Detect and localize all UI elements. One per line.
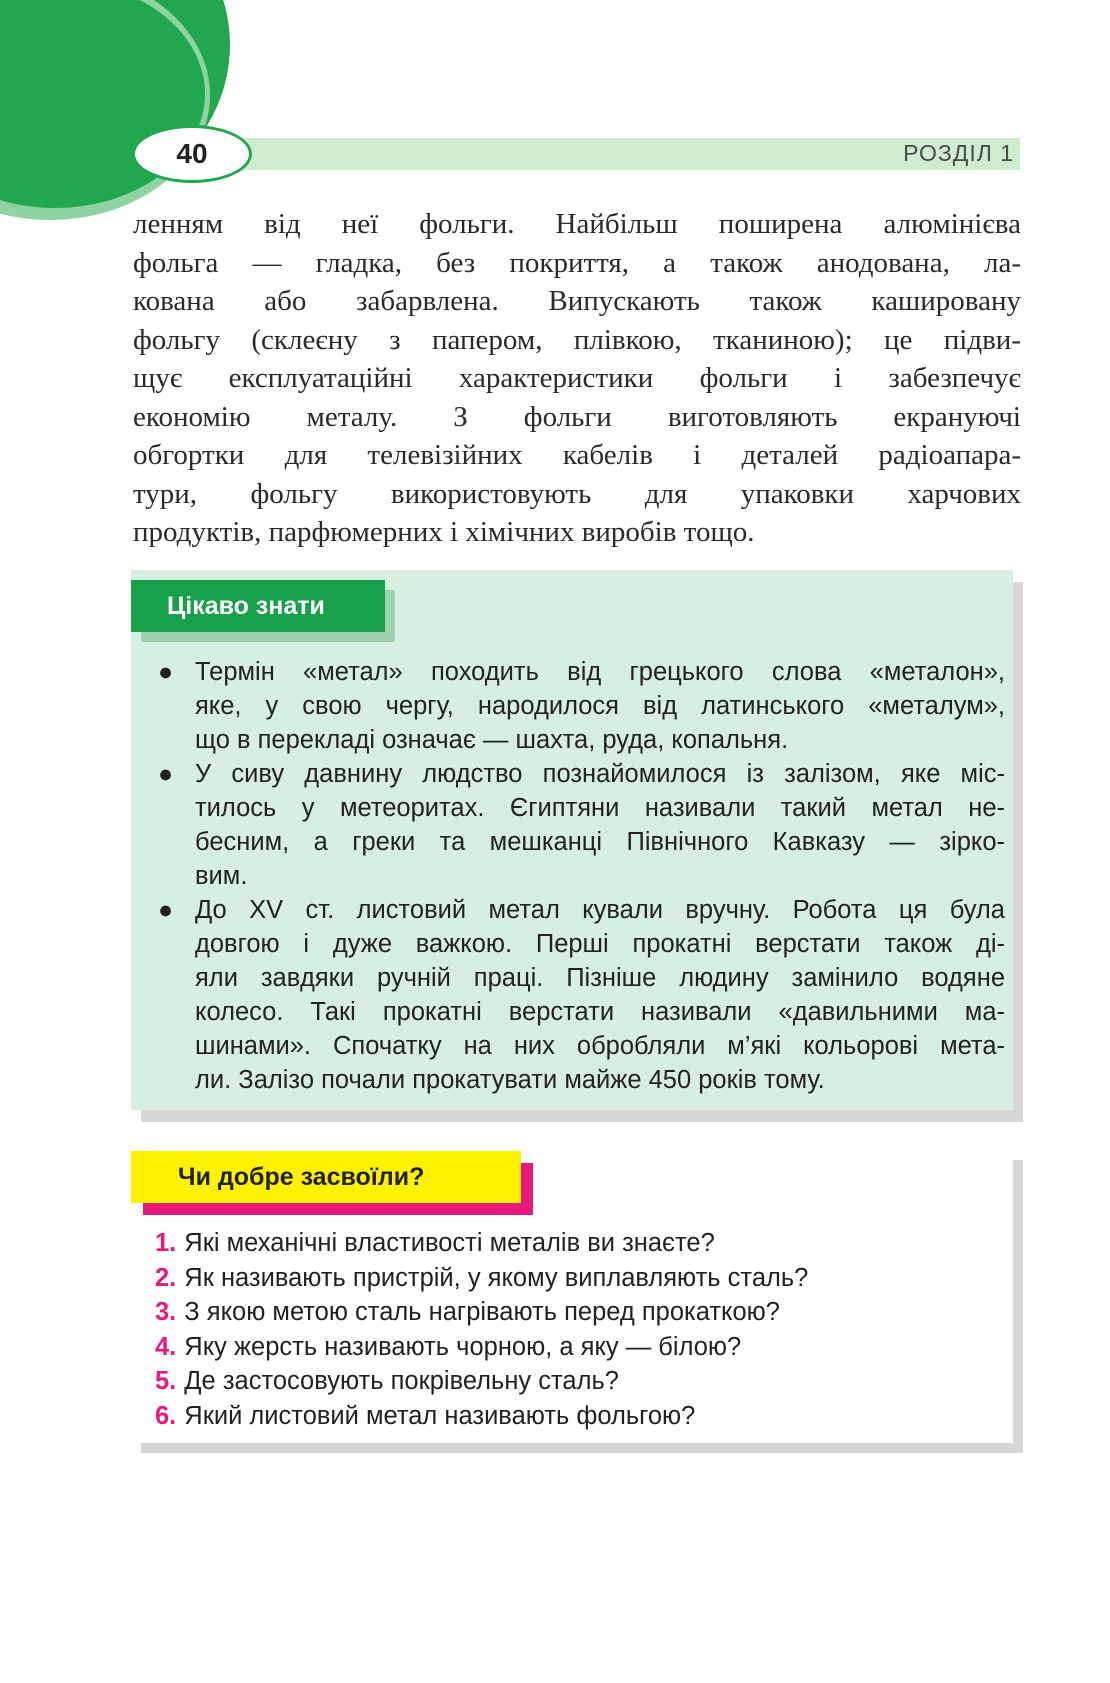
quiz-question bbox=[155, 1226, 808, 1261]
question-number: 3. bbox=[155, 1298, 177, 1326]
body-line: ленням від неї фольги. Найбільш поширена алюмінієва bbox=[133, 208, 1021, 240]
bullet-icon: ● bbox=[158, 896, 174, 924]
body-line: економію металу. З фольги виготовляють екрануючі bbox=[133, 400, 1021, 433]
info-item bbox=[150, 893, 1005, 1097]
quiz-title: Чи добре засвоїли? bbox=[131, 1151, 521, 1203]
info-line: У сиву давнину людство познайомилося із залізом, яке міс- bbox=[195, 760, 1005, 788]
body-line: продуктів, парфюмерних і хімічних виробів тощо. bbox=[133, 516, 755, 548]
info-box-title: Цікаво знати bbox=[131, 580, 385, 632]
question-text: Яку жерсть називають чорною, а яку — білою? bbox=[184, 1332, 742, 1361]
question-number: 1. bbox=[155, 1229, 177, 1257]
header-bar bbox=[180, 138, 1020, 170]
question-number: 2. bbox=[155, 1263, 177, 1292]
question-text: З якою метою сталь нагрівають перед прокаткою? bbox=[184, 1298, 780, 1326]
question-text: Які механічні властивості металів ви знаєте? bbox=[184, 1229, 715, 1257]
question-number: 4. bbox=[155, 1332, 177, 1361]
quiz-question bbox=[155, 1295, 808, 1330]
body-line: фольгу (склеєну з папером, плівкою, тканиною); це підви- bbox=[133, 323, 1021, 356]
info-list bbox=[150, 655, 1005, 1097]
body-line: тури, фольгу використовують для упаковки харчових bbox=[133, 477, 1021, 510]
info-item bbox=[150, 655, 1005, 757]
info-line: що в перекладі означає — шахта, руда, копальня. bbox=[195, 726, 789, 754]
info-line: До XV ст. листовий метал кували вручну. Робота ця була bbox=[195, 896, 1005, 924]
question-number: 5. bbox=[155, 1367, 177, 1395]
info-line: яли завдяки ручній праці. Пізніше людину замінило водяне bbox=[195, 964, 1005, 992]
chapter-label: РОЗДІЛ 1 bbox=[903, 140, 1014, 166]
info-item bbox=[150, 757, 1005, 893]
quiz-question bbox=[155, 1330, 808, 1365]
info-line: ли. Залізо почали прокатувати майже 450 років тому. bbox=[195, 1066, 825, 1094]
info-line: шинами». Спочатку на них обробляли м’які кольорові мета- bbox=[195, 1032, 1005, 1060]
info-line: бесним, а греки та мешканці Північного Кавказу — зірко- bbox=[195, 828, 1005, 856]
info-line: Термін «метал» походить від грецького слова «металон», bbox=[195, 658, 1005, 686]
info-line: яке, у свою чергу, народилося від латинського «металум», bbox=[195, 692, 1005, 720]
body-line: кована або забарвлена. Випускають також кашировану bbox=[133, 285, 1021, 317]
quiz-question bbox=[155, 1364, 808, 1399]
quiz-question bbox=[155, 1399, 808, 1434]
bullet-icon: ● bbox=[158, 658, 174, 686]
page-number: 40 bbox=[132, 125, 252, 183]
body-text bbox=[133, 205, 1021, 552]
question-text: Який листовий метал називають фольгою? bbox=[184, 1401, 696, 1430]
bullet-icon: ● bbox=[158, 760, 174, 788]
question-number: 6. bbox=[155, 1401, 177, 1430]
quiz-question bbox=[155, 1261, 808, 1296]
question-text: Де застосовують покрівельну сталь? bbox=[184, 1367, 619, 1395]
body-line: обгортки для телевізійних кабелів і деталей радіоапара- bbox=[133, 439, 1021, 471]
question-text: Як називають пристрій, у якому виплавляють сталь? bbox=[184, 1263, 809, 1292]
body-line: фольга — гладка, без покриття, а також анодована, ла- bbox=[133, 246, 1021, 279]
info-line: довгою і дуже важкою. Перші прокатні верстати також ді- bbox=[195, 930, 1005, 958]
quiz-list bbox=[155, 1226, 808, 1433]
info-line: тилось у метеоритах. Єгиптяни називали такий метал не- bbox=[195, 794, 1005, 822]
body-line: щує експлуатаційні характеристики фольги і забезпечує bbox=[133, 362, 1021, 394]
info-line: колесо. Такі прокатні верстати називали «давильними ма- bbox=[195, 998, 1005, 1026]
info-line: вим. bbox=[195, 862, 248, 890]
